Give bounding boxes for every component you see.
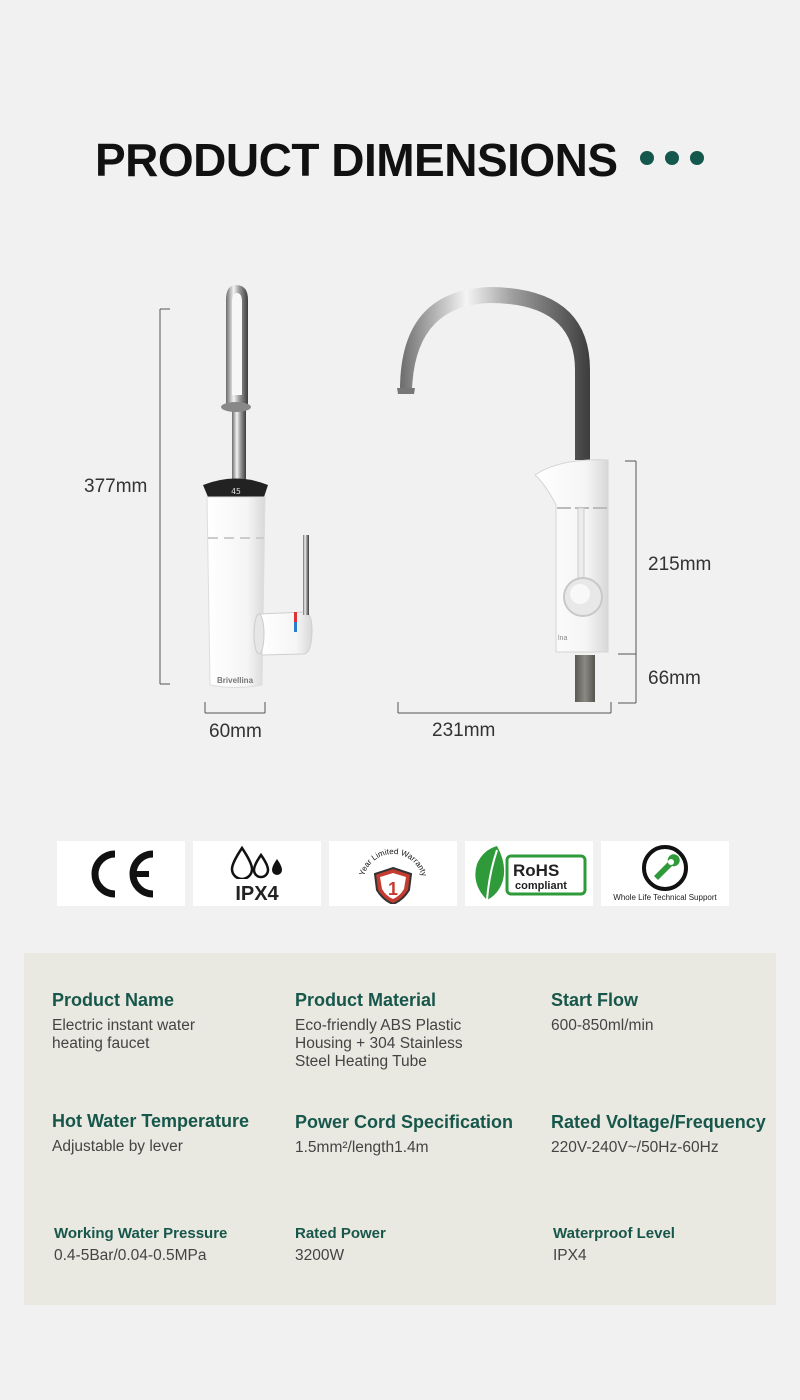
ipx4-label: IPX4 bbox=[235, 883, 279, 905]
display-reading: 45 bbox=[231, 487, 241, 496]
spec-value: Eco-friendly ABS Plastic Housing + 304 Stainless Steel Heating Tube bbox=[295, 1017, 463, 1070]
warranty-years: 1 bbox=[387, 878, 399, 899]
spec-title: Rated Power bbox=[295, 1225, 386, 1242]
faucet-front-view bbox=[397, 287, 608, 702]
spec-value: 3200W bbox=[295, 1247, 345, 1264]
svg-text:lna: lna bbox=[558, 635, 568, 642]
spec-power-cord bbox=[295, 1111, 513, 1157]
spec-title: Hot Water Temperature bbox=[52, 1111, 250, 1131]
rohs-label: RoHS bbox=[513, 861, 560, 880]
inlet-length-label: 66mm bbox=[648, 668, 701, 689]
spec-start-flow bbox=[551, 989, 654, 1035]
rohs-sub-label: compliant bbox=[515, 880, 567, 892]
spec-value: 600-850ml/min bbox=[551, 1017, 654, 1034]
warranty-arc-text: Year Limited Warranty bbox=[357, 846, 429, 877]
spec-working-pressure bbox=[54, 1223, 227, 1265]
spec-value: 220V-240V~/50Hz-60Hz bbox=[551, 1139, 719, 1156]
brand-mark: Brivellina bbox=[217, 676, 254, 685]
spec-title: Power Cord Specification bbox=[295, 1112, 514, 1132]
spec-title: Waterproof Level bbox=[553, 1225, 675, 1242]
water-drops-icon bbox=[227, 845, 287, 879]
rohs-badge bbox=[465, 841, 593, 906]
spec-rated-power bbox=[295, 1223, 386, 1265]
body-height-label: 215mm bbox=[648, 554, 712, 575]
spec-title: Rated Voltage/Frequency bbox=[551, 1112, 766, 1132]
support-badge bbox=[601, 841, 729, 906]
spec-value: Electric instant water heating faucet bbox=[52, 1017, 195, 1052]
spec-product-material bbox=[295, 989, 463, 1071]
spec-waterproof-level bbox=[553, 1223, 675, 1265]
spec-title: Product Name bbox=[52, 990, 175, 1010]
certification-badges bbox=[57, 841, 729, 906]
ce-mark-icon bbox=[81, 846, 161, 902]
specifications-panel bbox=[24, 953, 776, 1305]
height-total-label: 377mm bbox=[84, 476, 148, 497]
spec-title: Start Flow bbox=[551, 990, 639, 1010]
warranty-badge bbox=[329, 841, 457, 906]
wrench-icon bbox=[640, 843, 690, 893]
base-width-label: 60mm bbox=[209, 721, 262, 742]
spec-title: Product Material bbox=[295, 990, 437, 1010]
spec-value: 0.4-5Bar/0.04-0.5MPa bbox=[54, 1247, 207, 1264]
spec-product-name bbox=[52, 989, 195, 1053]
spec-value: 1.5mm²/length1.4m bbox=[295, 1139, 429, 1156]
support-label: Whole Life Technical Support bbox=[613, 893, 717, 902]
spec-rated-voltage bbox=[551, 1111, 766, 1157]
warranty-shield-icon bbox=[353, 844, 433, 904]
spec-hot-water-temperature bbox=[52, 1110, 249, 1156]
page-title: PRODUCT DIMENSIONS bbox=[95, 134, 618, 186]
spec-title: Working Water Pressure bbox=[54, 1225, 228, 1242]
spec-value: IPX4 bbox=[553, 1247, 587, 1264]
reach-label: 231mm bbox=[432, 720, 496, 741]
ce-badge bbox=[57, 841, 185, 906]
spec-value: Adjustable by lever bbox=[52, 1138, 183, 1155]
ipx4-badge bbox=[193, 841, 321, 906]
faucet-side-view bbox=[203, 285, 312, 688]
